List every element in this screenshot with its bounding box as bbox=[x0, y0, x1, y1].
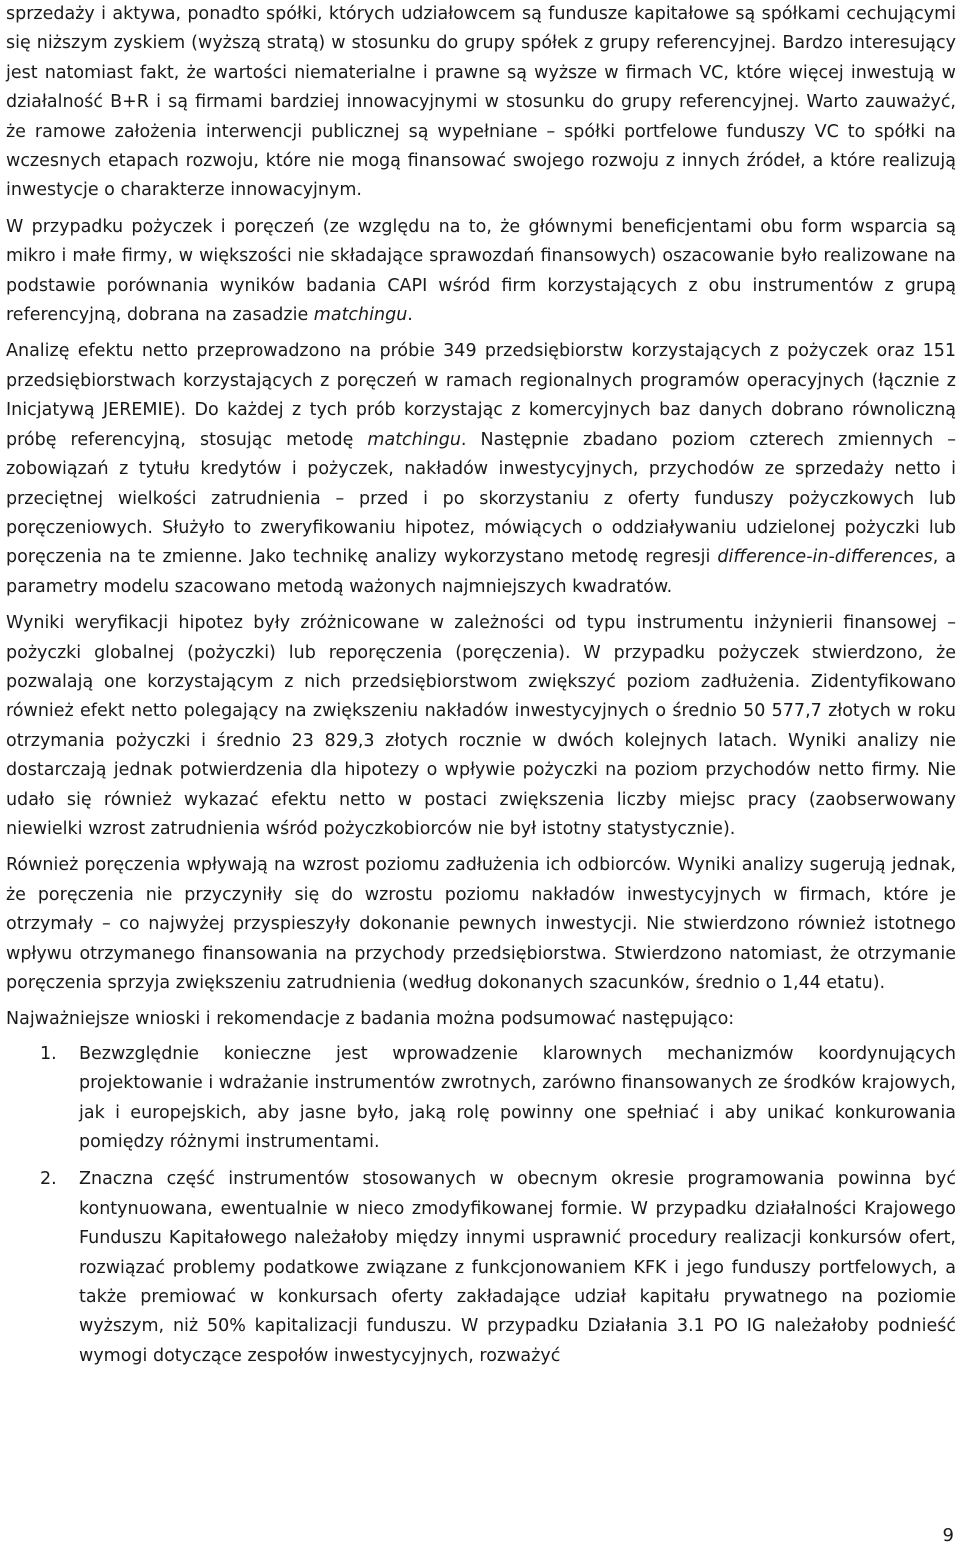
paragraph-3-italic-method: difference-in-differences bbox=[717, 547, 933, 568]
paragraph-1-text: sprzedaży i aktywa, ponadto spółki, których udziałowcem są fundusze kapitałowe są spółkami cechującymi się niższym zyskiem (wyższą stratą) w stosunku do grupy spółek z grupy referencyjnej. Bardzo interesujący jest natomiast fakt, że wartości niematerialne i prawne są wyższe w firmach VC, które więcej inwestują w działalność B+R i są firmami bardziej innowacyjnymi w stosunku do grupy referencyjnej. Warto zauważyć, że ramowe założenia interwencji publicznej są wypełniane – spółki portfelowe funduszy VC to spółki na wczesnych etapach rozwoju, które nie mogą finansować swojego rozwoju z innych źródeł, a które realizują inwestycje o charakterze innowacyjnym. bbox=[6, 4, 956, 201]
list-item-number: 1. bbox=[40, 1043, 57, 1064]
paragraph-5-text: Również poręczenia wpływają na wzrost poziomu zadłużenia ich odbiorców. Wyniki analizy sugerują jednak, że poręczenia nie przyczyniły się do wzrostu poziomu nakładów inwestycyjnych w firmach, które je otrzymały – co najwyżej przyspieszyły dokonanie pewnych inwestycji. Nie stwierdzono również istotnego wpływu otrzymanego finansowania na przychody przedsiębiorstwa. Stwierdzono natomiast, że otrzymanie poręczenia sprzyja zwiększeniu zatrudnienia (według dokonanych szacunków, średnio o 1,44 etatu). bbox=[6, 855, 956, 993]
paragraph-6 bbox=[6, 1005, 956, 1034]
paragraph-2 bbox=[6, 213, 956, 331]
paragraph-3 bbox=[6, 337, 956, 602]
paragraph-2-italic-term: matchingu bbox=[313, 305, 408, 326]
paragraph-1 bbox=[6, 0, 956, 206]
list-item-text: Bezwzględnie konieczne jest wprowadzenie klarownych mechanizmów koordynujących projektowanie i wdrażanie instrumentów zwrotnych, zarówno finansowanych ze środków krajowych, jak i europejskich, aby jasne było, jaką rolę powinny one spełniać i aby unikać konkurowania pomiędzy różnymi instrumentami. bbox=[79, 1043, 956, 1153]
page-number: 9 bbox=[942, 1525, 954, 1546]
list-item bbox=[6, 1165, 956, 1371]
paragraph-2-text-end: . bbox=[407, 305, 413, 326]
document-page bbox=[6, 0, 956, 1379]
paragraph-3-text-end: , a parametry modelu szacowano metodą ważonych najmniejszych kwadratów. bbox=[6, 547, 957, 597]
list-item-text: Znaczna część instrumentów stosowanych w obecnym okresie programowania powinna być kontynuowana, ewentualnie w nieco zmodyfikowanej formie. W przypadku działalności Krajowego Funduszu Kapitałowego należałoby między innymi usprawnić procedury realizacji konkursów ofert, rozwiązać problemy podatkowe związane z funkcjonowaniem KFK i jego funduszy portfelowych, a także premiować w konkursach oferty zakładające udział kapitału prywatnego na poziomie wyższym, niż 50% kapitalizacji funduszu. W przypadku Działania 3.1 PO IG należałoby podnieść wymogi dotyczące zespołów inwestycyjnych, rozważyć bbox=[79, 1169, 956, 1366]
paragraph-4 bbox=[6, 609, 956, 844]
list-item-number: 2. bbox=[40, 1169, 57, 1190]
paragraph-4-text: Wyniki weryfikacji hipotez były zróżnicowane w zależności od typu instrumentu inżynierii finansowej – pożyczki globalnej (pożyczki) lub reporęczenia (poręczenia). W przypadku pożyczek stwierdzono, że pozwalają one korzystającym z nich przedsiębiorstwom zwiększyć poziom zadłużenia. Zidentyfikowano również efekt netto polegający na zwiększeniu nakładów inwestycyjnych o średnio 50 577,7 złotych w roku otrzymania pożyczki i średnio 23 829,3 złotych rocznie w dwóch kolejnych latach. Wyniki analizy nie dostarczają jednak potwierdzenia dla hipotezy o wpływie pożyczki na poziom przychodów netto firmy. Nie udało się również wykazać efektu netto w postaci zwiększenia liczby miejsc pracy (zaobserwowany niewielki wzrost zatrudnienia wśród pożyczkobiorców nie był istotny statystycznie). bbox=[6, 613, 956, 839]
paragraph-6-text: Najważniejsze wnioski i rekomendacje z badania można podsumować następująco: bbox=[6, 1009, 735, 1030]
recommendations-list bbox=[6, 1040, 956, 1371]
paragraph-3-italic-term: matchingu bbox=[367, 429, 461, 450]
list-item bbox=[6, 1040, 956, 1158]
paragraph-3-text: Analizę efektu netto przeprowadzono na próbie 349 przedsiębiorstw korzystających z pożyczek oraz 151 przedsiębiorstwach korzystających z poręczeń w ramach regionalnych programów operacyjnych (łącznie z Inicjatywą JEREMIE). Do każdej z tych prób korzystając z komercyjnych baz danych dobrano równoliczną próbę referencyjną, stosując metodę bbox=[6, 341, 956, 450]
paragraph-3-text-middle: . Następnie zbadano poziom czterech zmiennych – zobowiązań z tytułu kredytów i pożyczek, nakładów inwestycyjnych, przychodów ze sprzedaży netto i przeciętnej wielkości zatrudnienia – przed i po skorzystaniu z oferty funduszy pożyczkowych lub poręczeniowych. Służyło to zweryfikowaniu hipotez, mówiących o oddziaływaniu udzielonej pożyczki lub poręczenia na te zmienne. Jako technikę analizy wykorzystano metodę regresji bbox=[6, 429, 956, 568]
paragraph-2-text: W przypadku pożyczek i poręczeń (ze względu na to, że głównymi beneficjentami obu form wsparcia są mikro i małe firmy, w większości nie składające sprawozdań finansowych) oszacowanie było realizowane na podstawie porównania wyników badania CAPI wśród firm korzystających z obu instrumentów z grupą referencyjną, dobrana na zasadzie bbox=[6, 216, 956, 326]
paragraph-5 bbox=[6, 851, 956, 998]
